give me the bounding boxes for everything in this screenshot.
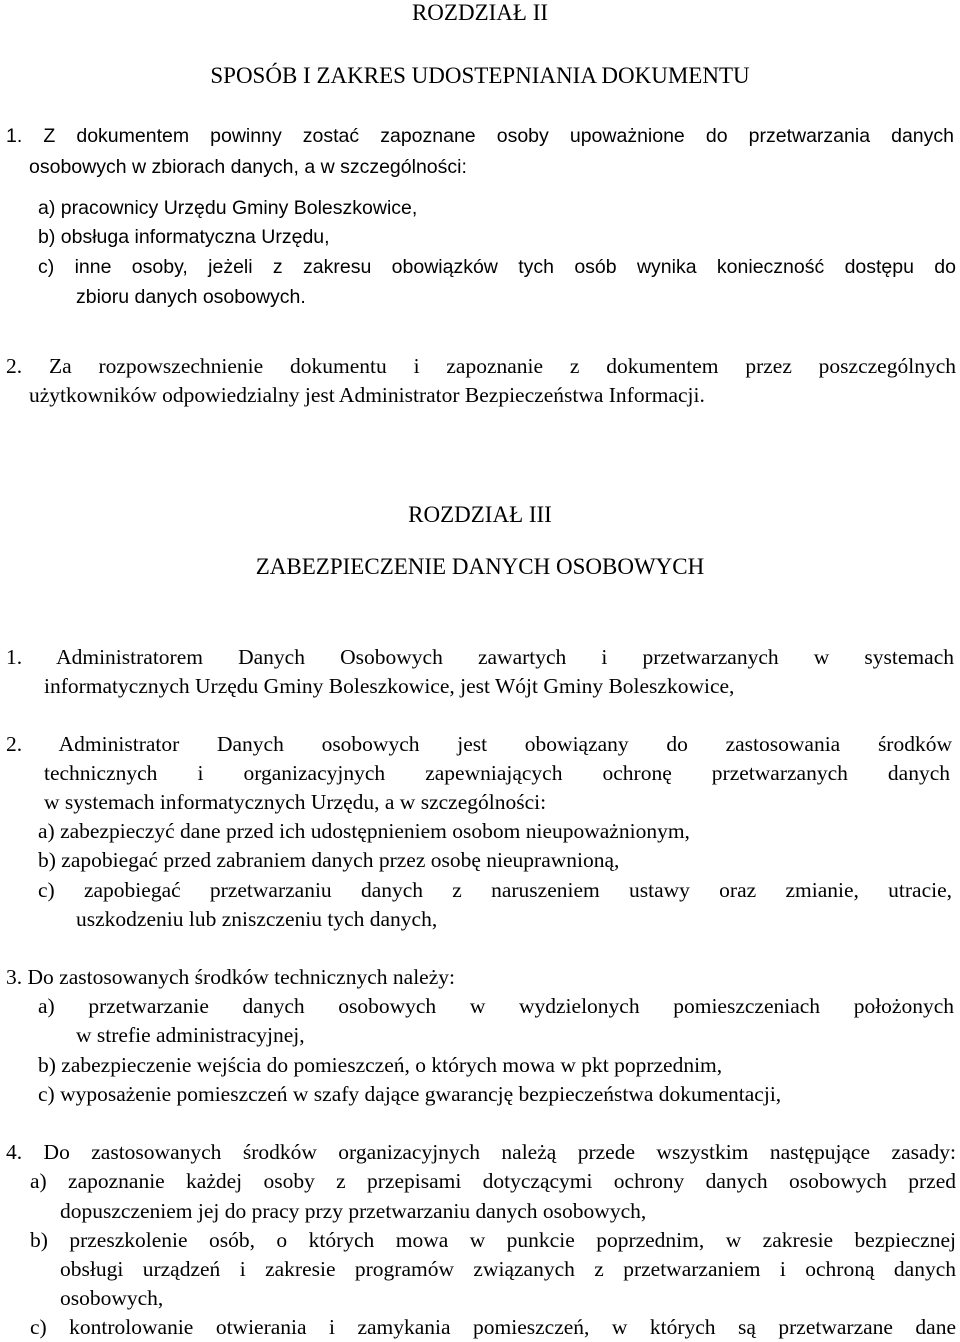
chapter-3-heading: ROZDZIAŁ III [408,502,552,527]
chapter-3-paragraph-4-line-1: 4. Do zastosowanych środków organizacyjnych należą przede wszystkim następujące zasady: [6,1140,956,1164]
chapter-3-paragraph-1-line-1: 1. Administratorem Danych Osobowych zawartych i przetwarzanych w systemach [6,645,954,669]
chapter-3-paragraph-2-line-2: technicznych i organizacyjnych zapewniających ochronę przetwarzanych danych [44,761,950,785]
chapter-3-paragraph-4-item-a-line-1: a) zapoznanie każdej osoby z przepisami dotyczącymi ochrony danych osobowych przed [30,1169,956,1193]
chapter-2-item-b: b) obsługa informatyczna Urzędu, [38,226,330,248]
chapter-2-heading: ROZDZIAŁ II [411,0,549,25]
chapter-3-paragraph-2-line-3: w systemach informatycznych Urzędu, a w szczególności: [44,790,547,814]
chapter-3-paragraph-3-item-c: c) wyposażenie pomieszczeń w szafy dające gwarancję bezpieczeństwa dokumentacji, [38,1082,782,1106]
chapter-3-paragraph-4-item-c-line-1: c) kontrolowanie otwierania i zamykania pomieszczeń, w których są przetwarzane dane [30,1315,956,1339]
chapter-2-paragraph-1-line-2: osobowych w zbiorach danych, a w szczególności: [29,156,467,178]
chapter-3-paragraph-1-line-2: informatycznych Urzędu Gminy Boleszkowice, jest Wójt Gminy Boleszkowice, [44,674,735,698]
chapter-2-paragraph-2-line-1: 2. Za rozpowszechnienie dokumentu i zapoznanie z dokumentem przez poszczególnych [6,354,956,378]
chapter-3-paragraph-4-item-a-line-2: dopuszczeniem jej do pracy przy przetwarzaniu danych osobowych, [60,1199,647,1223]
chapter-3-paragraph-4-item-b-line-3: osobowych, [60,1286,164,1310]
chapter-3-paragraph-2-item-a: a) zabezpieczyć dane przed ich udostępnieniem osobom nieupoważnionym, [38,819,690,843]
chapter-3-paragraph-4-item-b-line-1: b) przeszkolenie osób, o których mowa w punkcie poprzednim, w zakresie bezpiecznej [30,1228,956,1252]
chapter-3-paragraph-3-line-1: 3. Do zastosowanych środków technicznych należy: [6,965,455,989]
chapter-3-paragraph-2-item-b: b) zapobiegać przed zabraniem danych przez osobę nieuprawnioną, [38,848,620,872]
chapter-2-title: SPOSÓB I ZAKRES UDOSTEPNIANIA DOKUMENTU [210,63,750,88]
chapter-3-paragraph-3-item-a-line-1: a) przetwarzanie danych osobowych w wydzielonych pomieszczeniach położonych [38,994,954,1018]
chapter-2-item-a: a) pracownicy Urzędu Gminy Boleszkowice, [38,197,418,219]
chapter-3-paragraph-2-item-c-line-2: uszkodzeniu lub zniszczeniu tych danych, [76,907,438,931]
chapter-3-paragraph-3-item-b: b) zabezpieczenie wejścia do pomieszczeń, o których mowa w pkt poprzednim, [38,1053,723,1077]
chapter-3-paragraph-2-item-c-line-1: c) zapobiegać przetwarzaniu danych z naruszeniem ustawy oraz zmianie, utracie, [38,878,952,902]
chapter-2-paragraph-1-line-1: 1. Z dokumentem powinny zostać zapoznane osoby upoważnione do przetwarzania danych [6,125,954,147]
chapter-3-paragraph-4-item-b-line-2: obsługi urządzeń i zakresie programów związanych z przetwarzaniem i ochroną danych [60,1257,956,1281]
chapter-3-paragraph-3-item-a-line-2: w strefie administracyjnej, [76,1023,305,1047]
chapter-3-paragraph-2-line-1: 2. Administrator Danych osobowych jest obowiązany do zastosowania środków [6,732,952,756]
chapter-2-paragraph-2-line-2: użytkowników odpowiedzialny jest Administrator Bezpieczeństwa Informacji. [29,383,705,407]
chapter-2-item-c-line-1: c) inne osoby, jeżeli z zakresu obowiązków tych osób wynika konieczność dostępu do [38,256,956,278]
chapter-3-title: ZABEZPIECZENIE DANYCH OSOBOWYCH [255,554,705,579]
chapter-2-item-c-line-2: zbioru danych osobowych. [76,286,306,308]
